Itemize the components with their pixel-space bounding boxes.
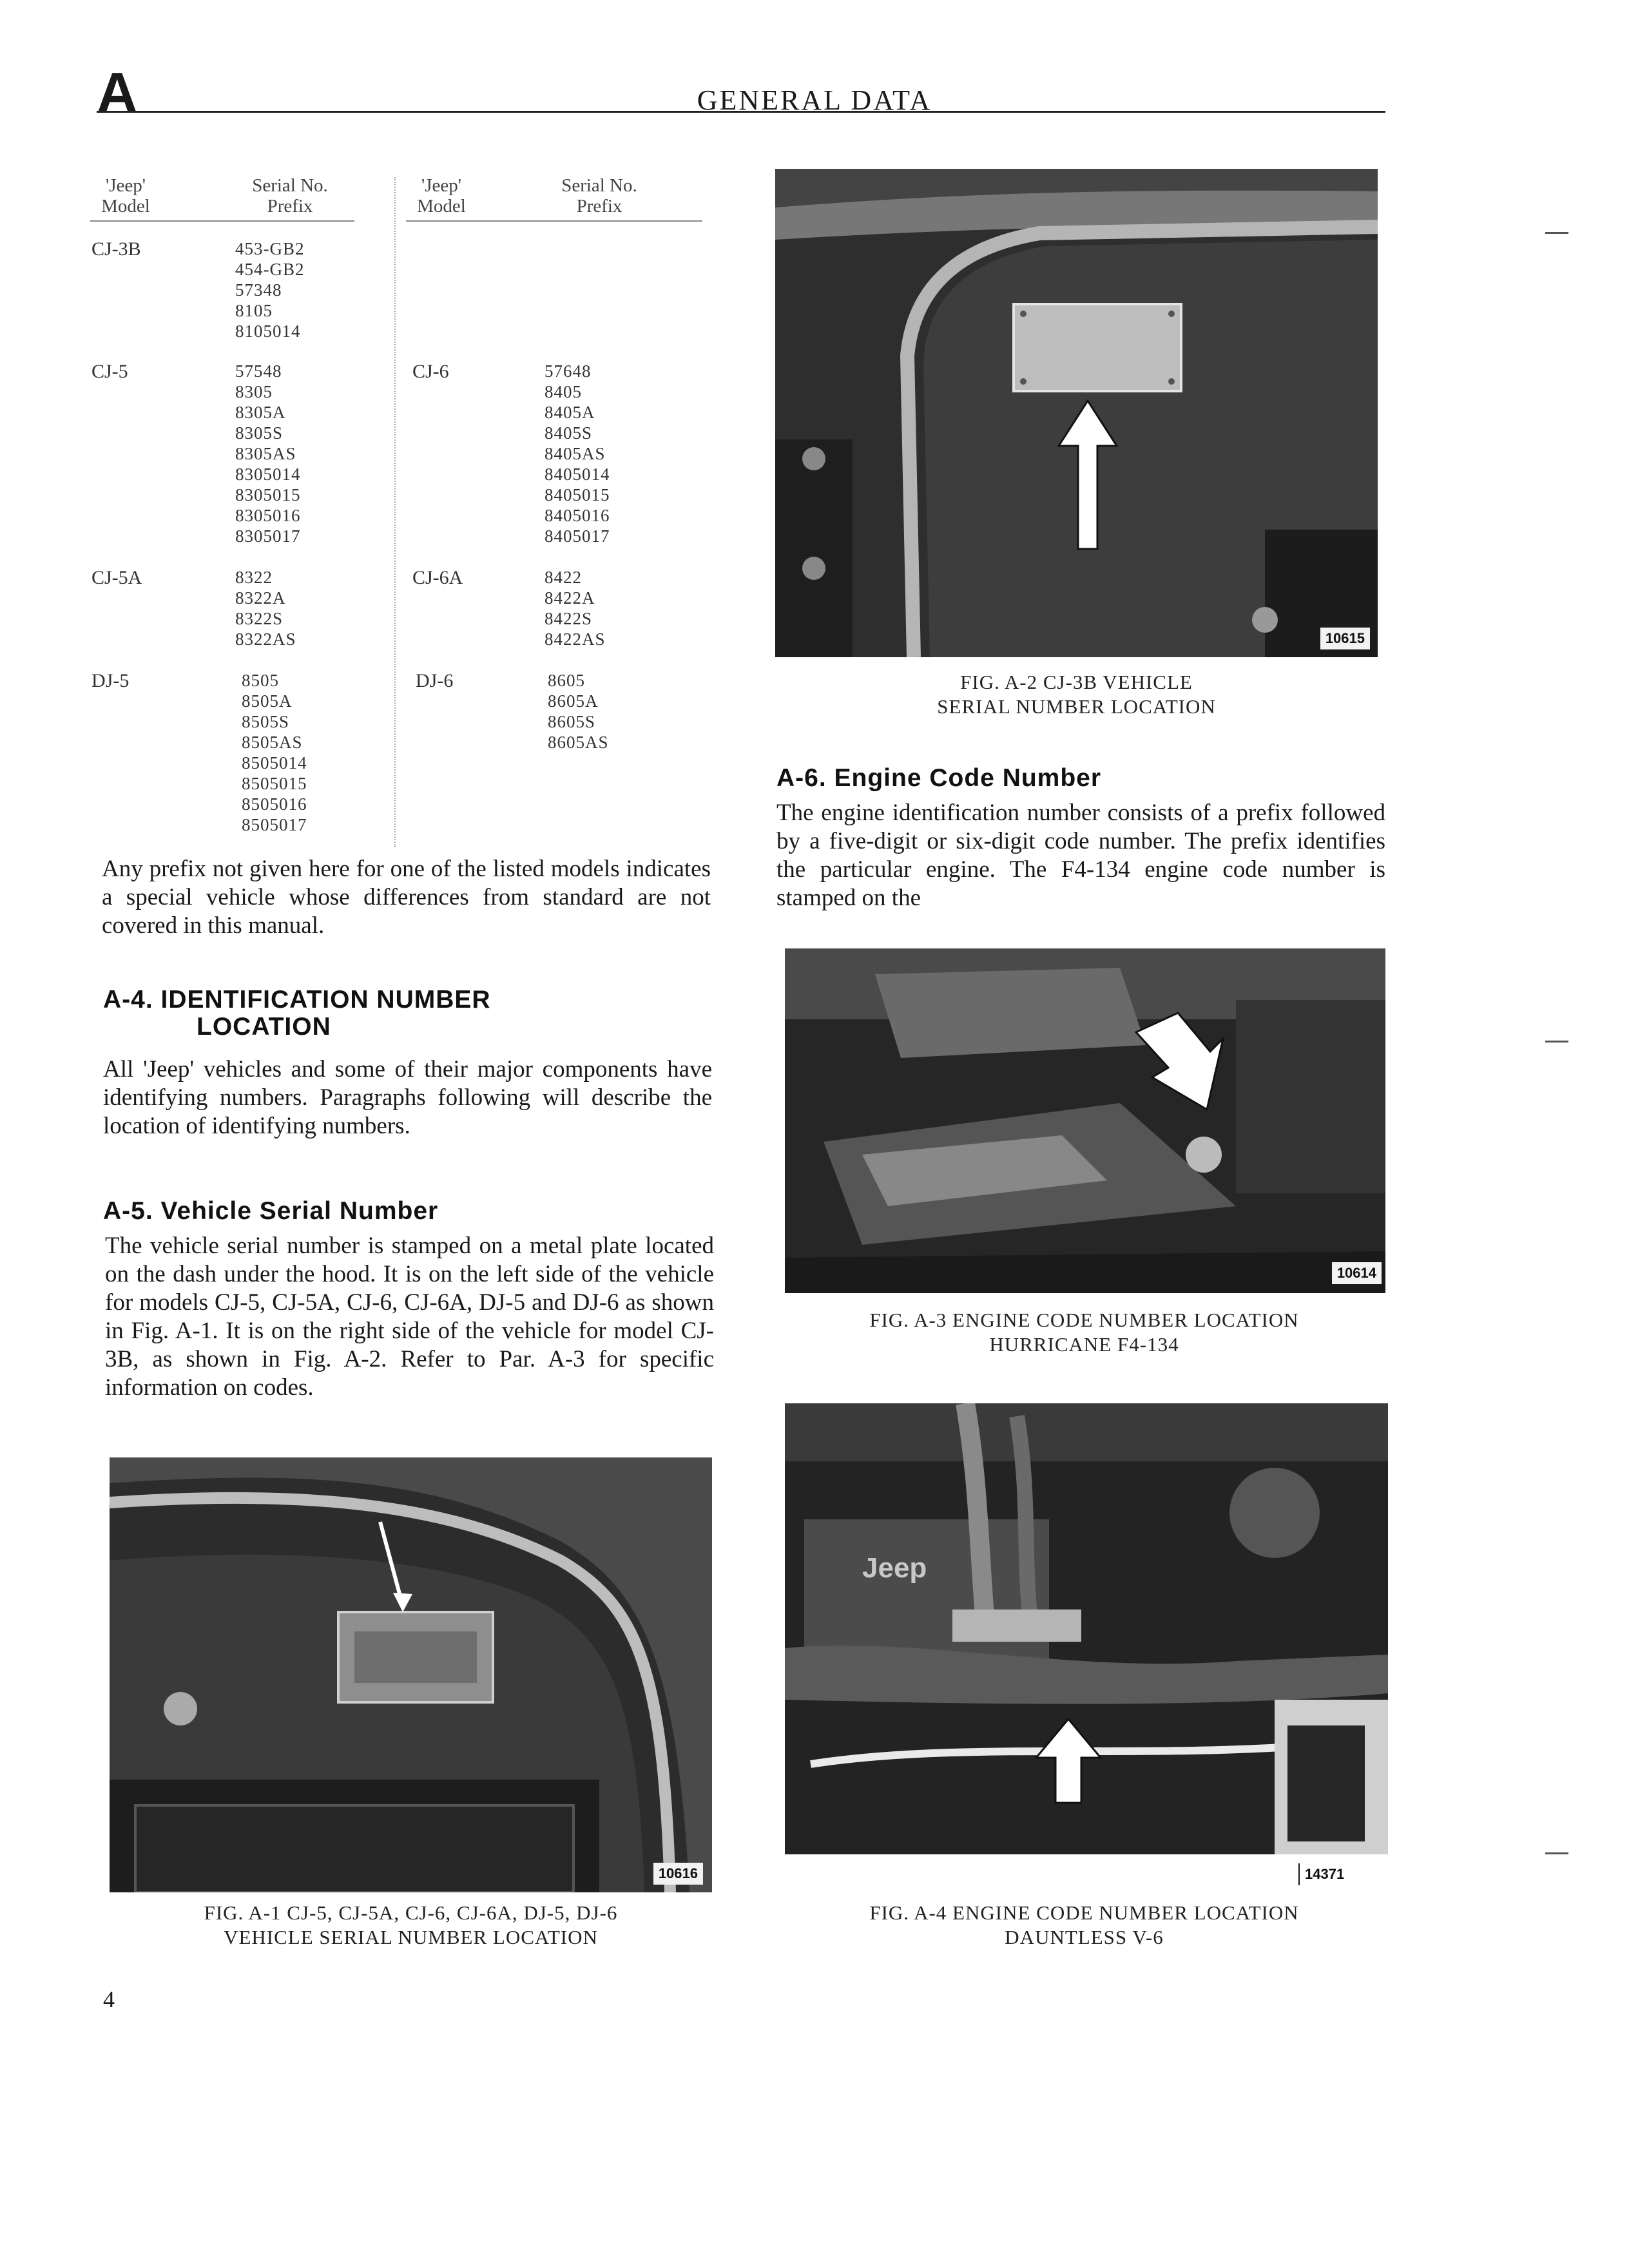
table-header-prefix-right: Serial No. Prefix: [561, 175, 637, 216]
table-model-cj5a: CJ-5A: [92, 567, 142, 588]
a4-heading-line2: LOCATION: [197, 1013, 331, 1041]
table-header-rule-left: [90, 220, 354, 222]
table-model-dj5: DJ-5: [92, 670, 130, 691]
table-prefix-list-cj6a: 8422 8422A 8422S 8422AS: [545, 568, 606, 649]
prefix-note-paragraph: Any prefix not given here for one of the listed models indicates a special vehicle whose differences from standard are not covered in this manual.: [102, 856, 711, 939]
table-prefix-list-cj6: 57648 8405 8405A 8405S 8405AS 8405014 8405015 8405016 8405017: [545, 361, 610, 546]
header-rule: [97, 111, 1385, 113]
a5-paragraph: The vehicle serial number is stamped on a metal plate located on the dash under the hood. It is on the left side of the vehicle for models CJ-5, CJ-5A, CJ-6, CJ-6A, DJ-5 and DJ-6 as shown in Fig. A-1. It is on the right side of the vehicle for model CJ-3B, as shown in Fig. A-2. Refer to Par. A-3 for specific information on codes.: [105, 1233, 714, 1401]
fig-a4-photo: [785, 1403, 1388, 1854]
svg-text:Jeep: Jeep: [862, 1552, 927, 1584]
fig-a1-number: 10616: [653, 1863, 703, 1885]
fig-a2-photo: [775, 169, 1378, 657]
table-header-prefix-left: Serial No. Prefix: [252, 175, 328, 216]
table-model-cj6: CJ-6: [412, 361, 449, 382]
a5-heading: A-5. Vehicle Serial Number: [103, 1197, 439, 1225]
a6-heading: A-6. Engine Code Number: [776, 764, 1102, 792]
fig-a3-photo: [785, 948, 1385, 1293]
a6-paragraph: The engine identification number consists of a prefix followed by a five-digit or six-digit code number. The prefix identifies the particular engine. The F4-134 engine code number is stamped on the: [776, 800, 1385, 911]
a4-heading-line1: A-4. IDENTIFICATION NUMBER: [103, 986, 491, 1014]
margin-mark: [1545, 1852, 1568, 1854]
fig-a4-caption: FIG. A-4 ENGINE CODE NUMBER LOCATION DAUNTLESS V-6: [869, 1901, 1299, 1948]
table-prefix-list-dj5: 8505 8505A 8505S 8505AS 8505014 8505015 8505016 8505017: [242, 671, 307, 834]
table-column-divider: [394, 177, 396, 847]
table-header-model-left: 'Jeep' Model: [101, 175, 150, 216]
table-model-dj6: DJ-6: [416, 670, 454, 691]
fig-a4-number: 14371: [1298, 1863, 1349, 1885]
table-model-cj3b: CJ-3B: [92, 238, 141, 260]
fig-a2-number: 10615: [1320, 628, 1370, 649]
a4-paragraph: All 'Jeep' vehicles and some of their major components have identifying numbers. Paragraphs following will describe the location of identifying numbers.: [103, 1056, 712, 1139]
table-header-rule-right: [406, 220, 702, 222]
fig-a1-caption: FIG. A-1 CJ-5, CJ-5A, CJ-6, CJ-6A, DJ-5, DJ-6 VEHICLE SERIAL NUMBER LOCATION: [204, 1901, 618, 1948]
table-prefix-list-cj5a: 8322 8322A 8322S 8322AS: [235, 568, 296, 649]
fig-a3-caption: FIG. A-3 ENGINE CODE NUMBER LOCATION HURRICANE F4-134: [869, 1309, 1299, 1356]
margin-mark: [1545, 232, 1568, 234]
fig-a1-photo: [110, 1457, 712, 1892]
table-header-model-right: 'Jeep' Model: [417, 175, 466, 216]
fig-a3-number: 10614: [1332, 1262, 1382, 1284]
table-model-cj6a: CJ-6A: [412, 567, 463, 588]
page-number: 4: [103, 1986, 115, 2012]
page-header-title: GENERAL DATA: [697, 84, 932, 116]
fig-a2-caption: FIG. A-2 CJ-3B VEHICLE SERIAL NUMBER LOCATION: [937, 671, 1216, 718]
table-prefix-list-dj6: 8605 8605A 8605S 8605AS: [548, 671, 609, 752]
section-letter: A: [97, 61, 138, 124]
table-prefix-list-cj5: 57548 8305 8305A 8305S 8305AS 8305014 8305015 8305016 8305017: [235, 361, 301, 546]
table-prefix-list-cj3b: 453-GB2 454-GB2 57348 8105 8105014: [235, 239, 305, 341]
margin-mark: [1545, 1041, 1568, 1043]
table-model-cj5: CJ-5: [92, 361, 128, 382]
